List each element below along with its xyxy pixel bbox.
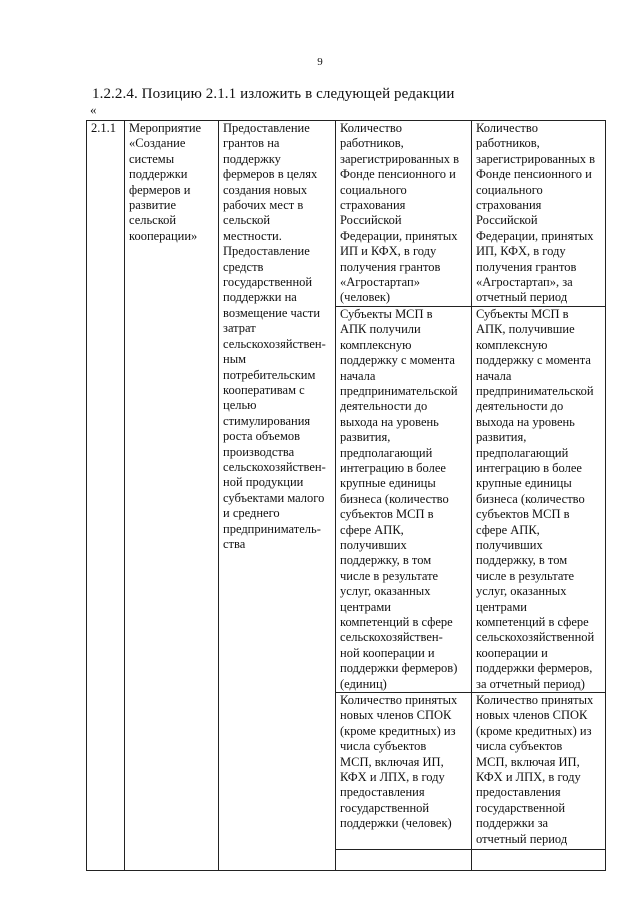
event-description-cell: Предоставление грантов на поддержку фермеров в целях создания новых рабочих мест в сельской местности. Предоставление средств государственной поддержки на возмещение части затрат сельскохозяйствен- ным потребительским кооперативам с целью стимулирования роста объемов производства сельскохозяйствен- ной продукции субъектами малого и среднего предприниматель- ства	[219, 121, 336, 871]
event-name-cell: Мероприятие «Создание системы поддержки фермеров и развитие сельской кооперации»	[125, 121, 219, 871]
indicator-old-cell: Количество работников, зарегистрированных в Фонде пенсионного и социального страхования Российской Федерации, принятых ИП и КФХ, в году получения грантов «Агростартап» (человек)	[336, 121, 472, 307]
table-row	[87, 121, 606, 307]
indicator-old-cell: Количество принятых новых членов СПОК (кроме кредитных) из числа субъектов МСП, включая ИП, КФХ и ЛПХ, в году предоставления государственной поддержки (человек)	[336, 693, 472, 850]
indicator-old-cell: Субъекты МСП в АПК получили комплексную поддержку с момента начала предпринимательской деятельности до выхода на уровень развития, предполагающий интеграцию в более крупные единицы бизнеса (количество субъектов МСП в сфере АПК, получивших поддержку, в том числе в результате услуг, оказанных центрами компетенций в сфере сельскохозяйствен- ной кооперации и поддержки фермеров) (единиц)	[336, 306, 472, 692]
indicator-new-cell: Количество принятых новых членов СПОК (кроме кредитных) из числа субъектов МСП, включая ИП, КФХ и ЛПХ, в году предоставления государственной поддержки за отчетный период	[472, 693, 606, 850]
amendment-table	[86, 120, 606, 871]
section-heading: 1.2.2.4. Позицию 2.1.1 изложить в следующей редакции	[92, 86, 455, 102]
empty-cell	[336, 850, 472, 871]
indicator-new-cell: Субъекты МСП в АПК, получившие комплексную поддержку с момента начала предпринимательской деятельности до выхода на уровень развития, предполагающий интеграцию в более крупные единицы бизнеса (количество субъектов МСП в сфере АПК, получивших поддержку, в том числе в результате услуг, оказанных центрами компетенций в сфере сельскохозяйственной кооперации и поддержки фермеров, за отчетный период)	[472, 306, 606, 692]
indicator-new-cell: Количество работников, зарегистрированных в Фонде пенсионного и социального страхования Российской Федерации, принятых ИП, КФХ, в году получения грантов «Агростартап», за отчетный период	[472, 121, 606, 307]
opening-quote: «	[90, 102, 97, 117]
page-number: 9	[317, 56, 323, 68]
empty-cell	[472, 850, 606, 871]
position-number-cell: 2.1.1	[87, 121, 125, 871]
